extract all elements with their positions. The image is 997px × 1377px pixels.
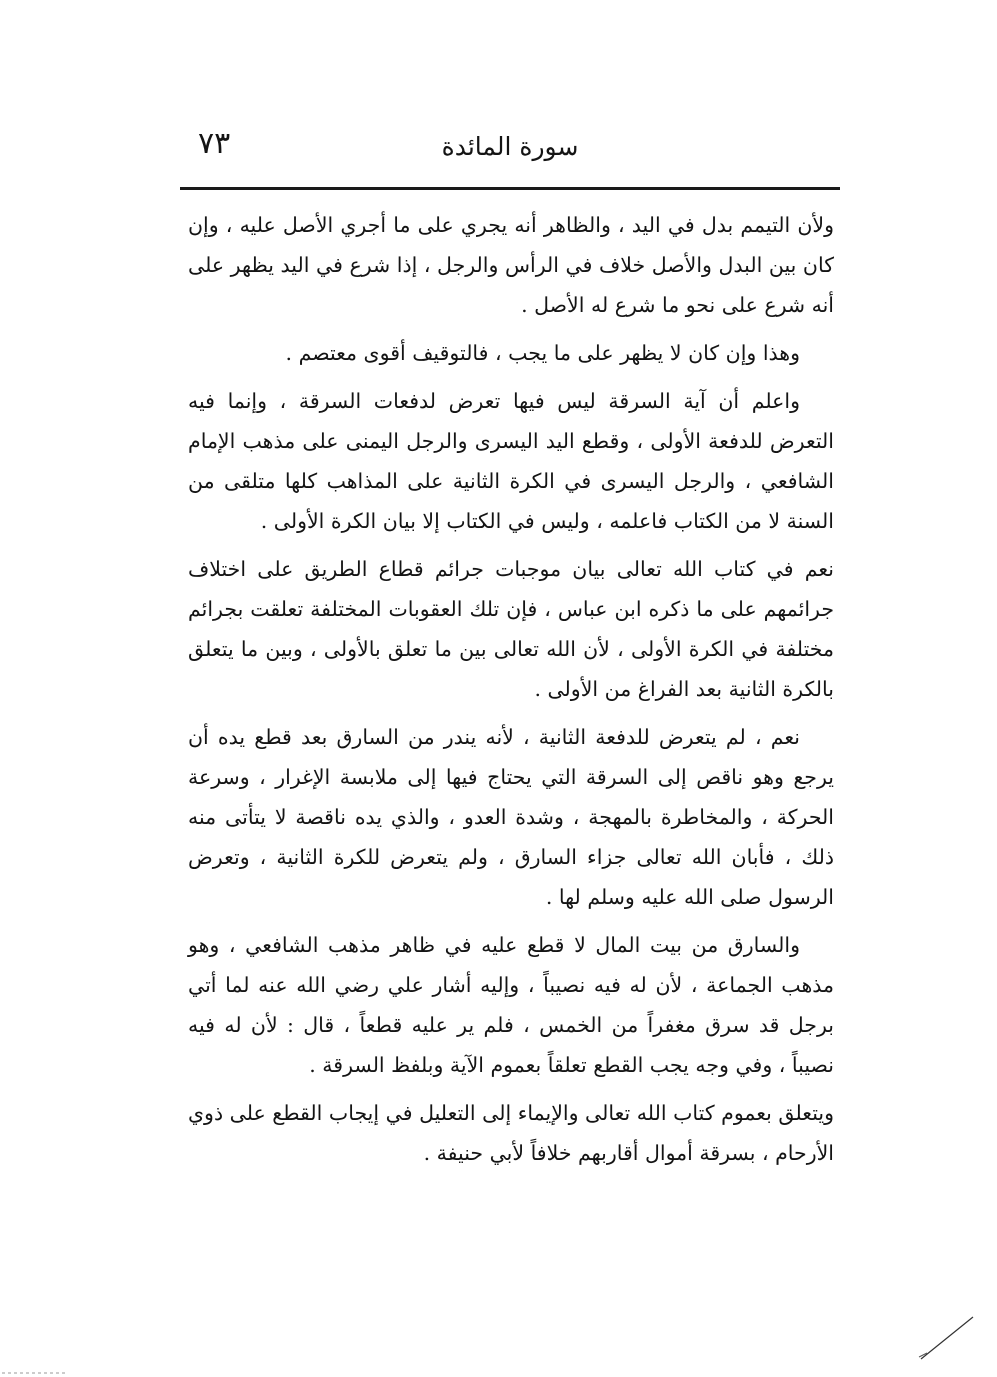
- header-rule: [180, 187, 840, 190]
- paragraph: ولأن التيمم بدل في اليد ، والظاهر أنه يجري على ما أجري الأصل عليه ، وإن كان بين البدل والأصل خلاف في الرأس والرجل ، إذا شرع في اليد يظهر على أنه شرع على نحو ما شرع له الأصل .: [188, 213, 834, 317]
- paragraph: نعم في كتاب الله تعالى بيان موجبات جرائم قطاع الطريق على اختلاف جرائمهم على ما ذكره ابن عباس ، فإن تلك العقوبات المختلفة تعلقت بجرائم مختلفة في الكرة الأولى ، لأن الله تعالى بين ما تعلق بالأولى ، وبين ما يتعلق بالكرة الثانية بعد الفراغ من الأولى .: [188, 557, 834, 701]
- body-text: [188, 205, 834, 1181]
- running-title: سورة المائدة: [441, 132, 579, 161]
- paragraph: واعلم أن آية السرقة ليس فيها تعرض لدفعات السرقة ، وإنما فيه التعرض للدفعة الأولى ، وقطع اليد اليسرى والرجل اليمنى على مذهب الإمام الشافعي ، والرجل اليسرى في الكرة الثانية على المذاهب كلها متلقى من السنة لا من الكتاب فاعلمه ، وليس في الكتاب إلا بيان الكرة الأولى .: [188, 389, 834, 533]
- paragraph: والسارق من بيت المال لا قطع عليه في ظاهر مذهب الشافعي ، وهو مذهب الجماعة ، لأن له فيه نصيباً ، وإليه أشار علي رضي الله عنه لما أتي برجل قد سرق مغفراً من الخمس ، فلم ير عليه قطعاً ، قال : لأن له فيه نصيباً ، وفي وجه يجب القطع تعلقاً بعموم الآية وبلفظ السرقة .: [188, 933, 834, 1077]
- paragraph: نعم ، لم يتعرض للدفعة الثانية ، لأنه يندر من السارق بعد قطع يده أن يرجع وهو ناقص إلى السرقة التي يحتاج فيها إلى ملابسة الإغرار ، وسرعة الحركة ، والمخاطرة بالمهجة ، وشدة العدو ، والذي يده ناقصة لا يتأتى منه ذلك ، فأبان الله تعالى جزاء السارق ، ولم يتعرض للكرة الثانية ، وتعرض الرسول صلى الله عليه وسلم لها .: [188, 725, 834, 909]
- paragraph: وهذا وإن كان لا يظهر على ما يجب ، فالتوقيف أقوى معتصم .: [285, 341, 800, 365]
- page-header: [180, 120, 840, 180]
- page-number: ٧٣: [198, 126, 231, 161]
- scan-artifact-dash: [0, 1367, 70, 1377]
- paragraph: ويتعلق بعموم كتاب الله تعالى والإيماء إلى التعليل في إيجاب القطع على ذوي الأرحام ، بسرقة أموال أقاربهم خلافاً لأبي حنيفة .: [188, 1101, 834, 1165]
- scan-artifact-stroke: [917, 1313, 977, 1363]
